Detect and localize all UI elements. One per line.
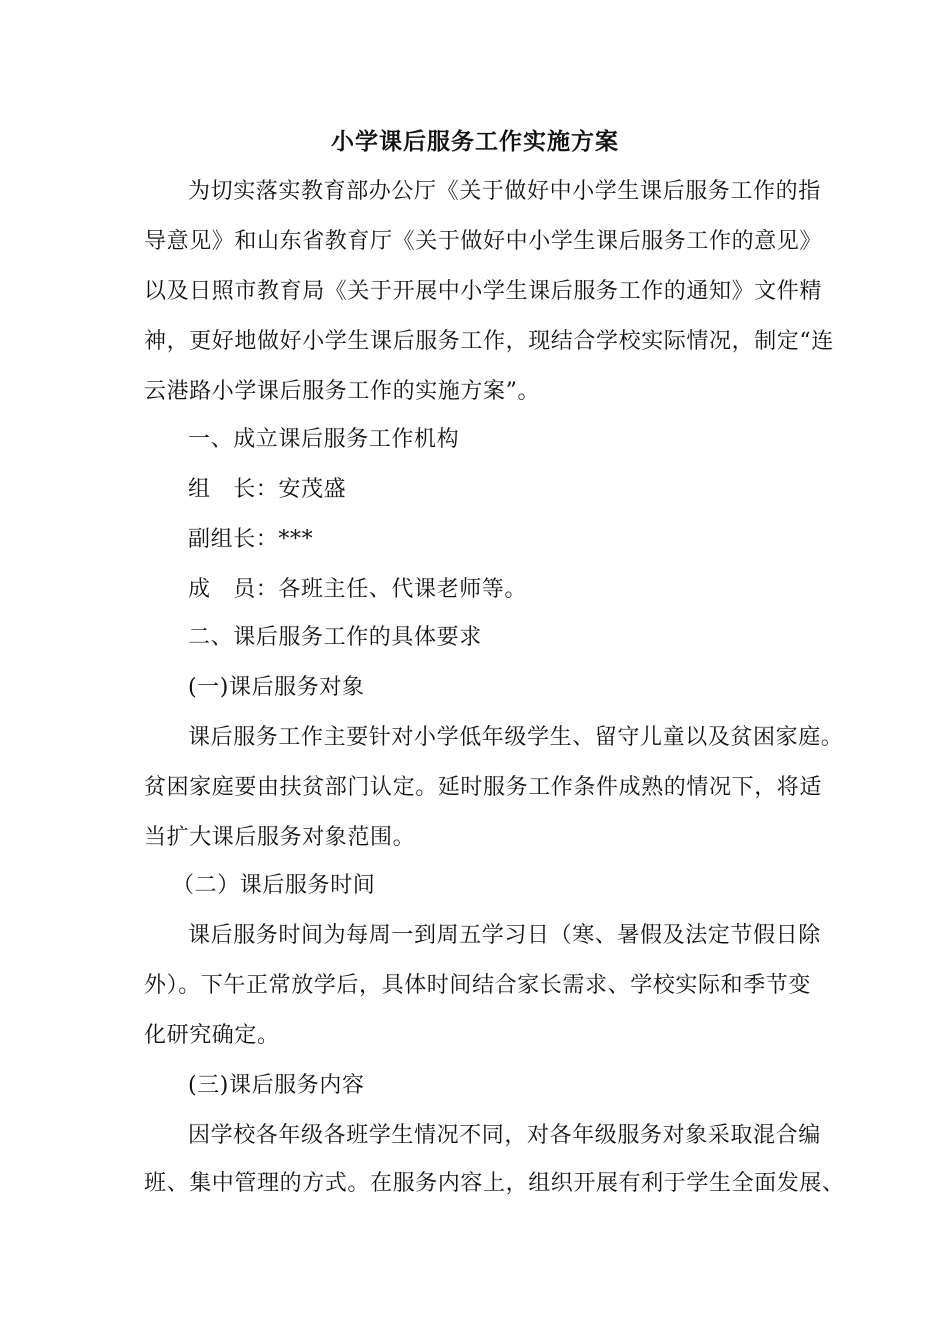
paragraph-line: 当扩大课后服务对象范围。 — [144, 825, 416, 850]
org-deputy-line: 副组长：*** — [188, 527, 314, 552]
paragraph-line: 导意见》和山东省教育厅《关于做好中小学生课后服务工作的意见》 — [144, 229, 823, 254]
org-members-line: 成 员：各班主任、代课老师等。 — [188, 577, 528, 602]
paragraph-line: 云港路小学课后服务工作的实施方案”。 — [144, 379, 541, 404]
subsection-heading: (三)课后服务内容 — [188, 1073, 365, 1098]
subsection-heading: (一)课后服务对象 — [188, 675, 365, 700]
paragraph-line: 贫困家庭要由扶贫部门认定。延时服务工作条件成熟的情况下，将适 — [144, 775, 823, 800]
paragraph-line: 化研究确定。 — [144, 1023, 280, 1048]
paragraph-line: 课后服务工作主要针对小学低年级学生、留守儿童以及贫困家庭。 — [188, 725, 844, 750]
paragraph-line: 外）。下午正常放学后，具体时间结合家长需求、学校实际和季节变 — [144, 973, 812, 998]
document-title: 小学课后服务工作实施方案 — [331, 128, 619, 155]
paragraph-line: 神，更好地做好小学生课后服务工作，现结合学校实际情况，制定“连 — [144, 329, 834, 354]
paragraph-line: 班、集中管理的方式。在服务内容上，组织开展有利于学生全面发展、 — [144, 1171, 845, 1196]
paragraph-line: 因学校各年级各班学生情况不同，对各年级服务对象采取混合编 — [188, 1123, 821, 1148]
section-heading: 一、成立课后服务工作机构 — [188, 427, 460, 452]
paragraph-line: 课后服务时间为每周一到周五学习日（寒、暑假及法定节假日除 — [188, 923, 821, 948]
paragraph-line: 以及日照市教育局《关于开展中小学生课后服务工作的通知》文件精 — [144, 279, 823, 304]
org-leader-line: 组 长：安茂盛 — [188, 477, 347, 502]
subsection-heading: （二）课后服务时间 — [172, 873, 376, 898]
paragraph-line: 为切实落实教育部办公厅《关于做好中小学生课后服务工作的指 — [188, 179, 821, 204]
section-heading: 二、课后服务工作的具体要求 — [188, 625, 482, 650]
